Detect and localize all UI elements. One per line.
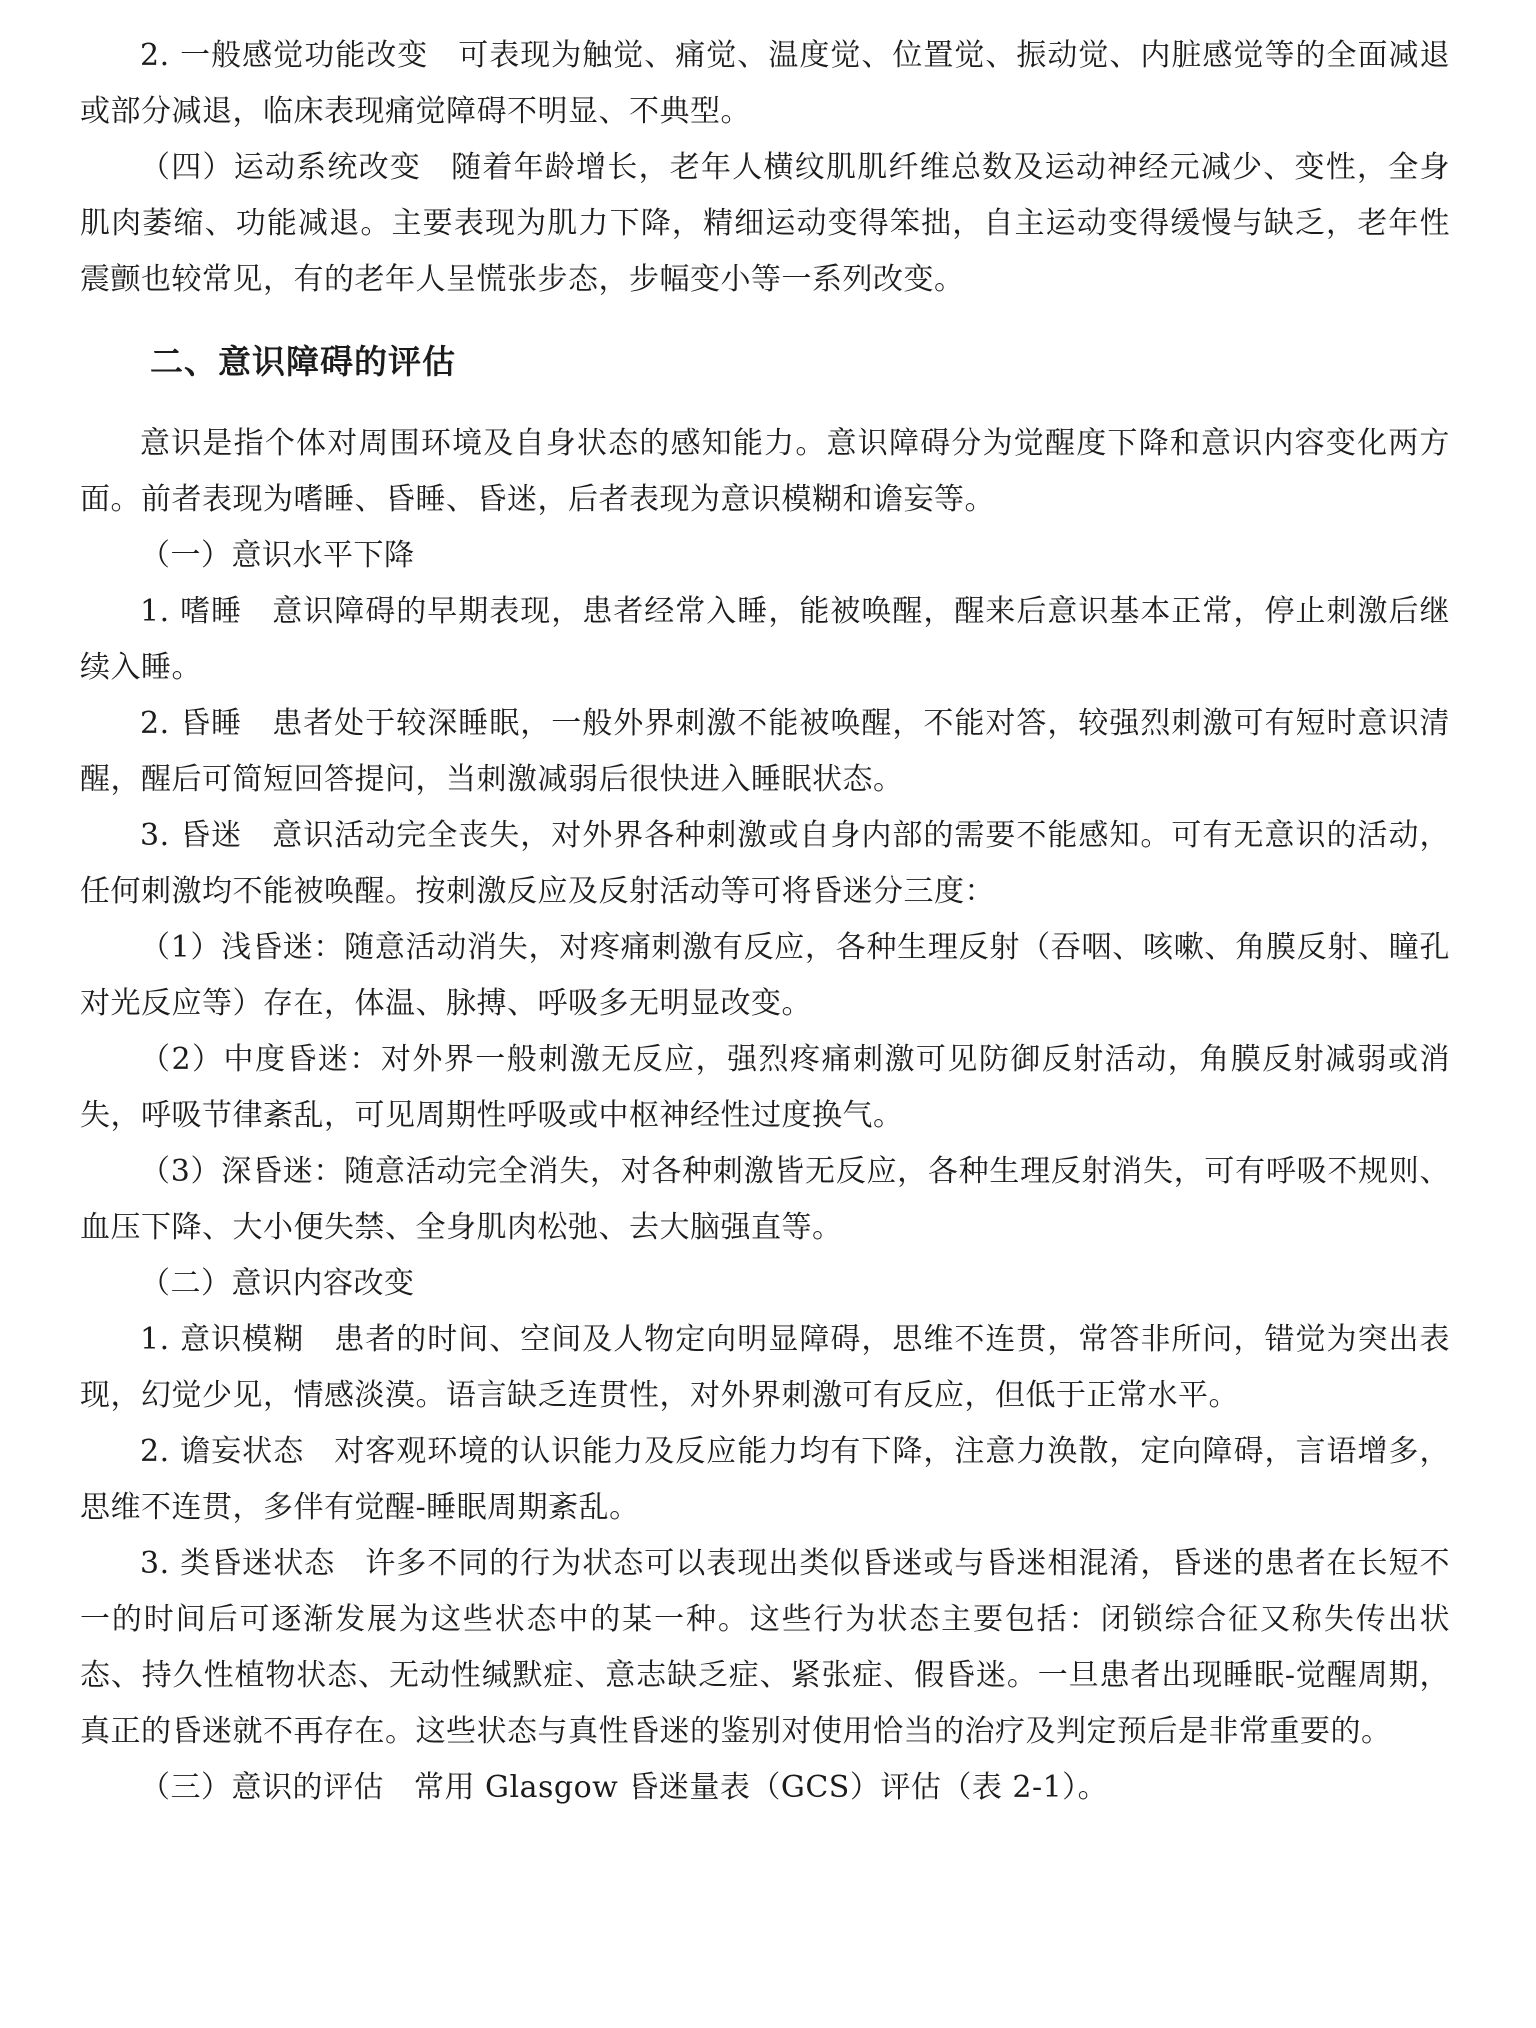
paragraph-somnolence	[80, 584, 1450, 696]
paragraph-text: 意识障碍的早期表现，患者经常入睡，能被唤醒，醒来后意识基本正常，停止刺激后继续入睡。	[80, 594, 1450, 685]
paragraph-text: （一）意识水平下降	[140, 538, 415, 573]
paragraph-lead: 1. 意识模糊	[140, 1322, 305, 1357]
paragraph-deep-coma	[80, 1144, 1450, 1256]
paragraph-text: 可表现为触觉、痛觉、温度觉、位置觉、振动觉、内脏感觉等的全面减退或部分减退，临床表现痛觉障碍不明显、不典型。	[80, 38, 1450, 129]
paragraph-moderate-coma	[80, 1032, 1450, 1144]
paragraph-text: 许多不同的行为状态可以表现出类似昏迷或与昏迷相混淆，昏迷的患者在长短不一的时间后可逐渐发展为这些状态中的某一种。这些行为状态主要包括：闭锁综合征又称失传出状态、持久性植物状态、无动性缄默症、意志缺乏症、紧张症、假昏迷。一旦患者出现睡眠-觉醒周期，真正的昏迷就不再存在。这些状态与真性昏迷的鉴别对使用恰当的治疗及判定预后是非常重要的。	[80, 1546, 1450, 1749]
paragraph-lead: 2. 昏睡	[140, 706, 243, 741]
paragraph-text: 常用 Glasgow 昏迷量表（GCS）评估（表 2-1）。	[414, 1770, 1109, 1805]
paragraph-text: （2）中度昏迷：对外界一般刺激无反应，强烈疼痛刺激可见防御反射活动，角膜反射减弱或消失，呼吸节律紊乱，可见周期性呼吸或中枢神经性过度换气。	[80, 1042, 1450, 1133]
section-heading: 二、意识障碍的评估	[150, 342, 456, 381]
paragraph-text: （3）深昏迷：随意活动完全消失，对各种刺激皆无反应，各种生理反射消失，可有呼吸不规则、血压下降、大小便失禁、全身肌肉松弛、去大脑强直等。	[80, 1154, 1450, 1245]
paragraph-stupor	[80, 696, 1450, 808]
paragraph-text: 随着年龄增长，老年人横纹肌肌纤维总数及运动神经元减少、变性，全身肌肉萎缩、功能减退。主要表现为肌力下降，精细运动变得笨拙，自主运动变得缓慢与缺乏，老年性震颤也较常见，有的老年人呈慌张步态，步幅变小等一系列改变。	[80, 150, 1451, 297]
paragraph-general-sensation	[80, 28, 1450, 140]
paragraph-text: 意识是指个体对周围环境及自身状态的感知能力。意识障碍分为觉醒度下降和意识内容变化两方面。前者表现为嗜睡、昏睡、昏迷，后者表现为意识模糊和谵妄等。	[80, 426, 1450, 517]
paragraph-confusion	[80, 1312, 1450, 1424]
paragraph-text: （二）意识内容改变	[140, 1266, 415, 1301]
paragraph-delirium	[80, 1424, 1450, 1536]
paragraph-text: 意识活动完全丧失，对外界各种刺激或自身内部的需要不能感知。可有无意识的活动，任何刺激均不能被唤醒。按刺激反应及反射活动等可将昏迷分三度：	[80, 818, 1450, 909]
paragraph-lead: 1. 嗜睡	[140, 594, 243, 629]
paragraph-lead: （三）意识的评估	[140, 1770, 384, 1805]
paragraph-light-coma	[80, 920, 1450, 1032]
paragraph-lead: 3. 昏迷	[140, 818, 243, 853]
paragraph-coma	[80, 808, 1450, 920]
paragraph-intro	[80, 416, 1450, 528]
paragraph-text: 对客观环境的认识能力及反应能力均有下降，注意力涣散，定向障碍，言语增多，思维不连贯，多伴有觉醒-睡眠周期紊乱。	[80, 1434, 1450, 1525]
subheading-consciousness-content	[80, 1256, 1450, 1312]
paragraph-lead: 2. 谵妄状态	[140, 1434, 305, 1469]
subheading-consciousness-level	[80, 528, 1450, 584]
paragraph-lead: 3. 类昏迷状态	[140, 1546, 336, 1581]
paragraph-text: （1）浅昏迷：随意活动消失，对疼痛刺激有反应，各种生理反射（吞咽、咳嗽、角膜反射、瞳孔对光反应等）存在，体温、脉搏、呼吸多无明显改变。	[80, 930, 1450, 1021]
paragraph-motor-system	[80, 140, 1450, 308]
paragraph-lead: （四）运动系统改变	[140, 150, 422, 185]
paragraph-text: 患者处于较深睡眠，一般外界刺激不能被唤醒，不能对答，较强烈刺激可有短时意识清醒，醒后可简短回答提问，当刺激减弱后很快进入睡眠状态。	[80, 706, 1450, 797]
paragraph-consciousness-assessment	[80, 1760, 1450, 1816]
paragraph-text: 患者的时间、空间及人物定向明显障碍，思维不连贯，常答非所问，错觉为突出表现，幻觉少见，情感淡漠。语言缺乏连贯性，对外界刺激可有反应，但低于正常水平。	[80, 1322, 1450, 1413]
paragraph-lead: 2. 一般感觉功能改变	[140, 38, 429, 73]
paragraph-coma-like-states	[80, 1536, 1450, 1760]
document-page	[80, 28, 1450, 1816]
